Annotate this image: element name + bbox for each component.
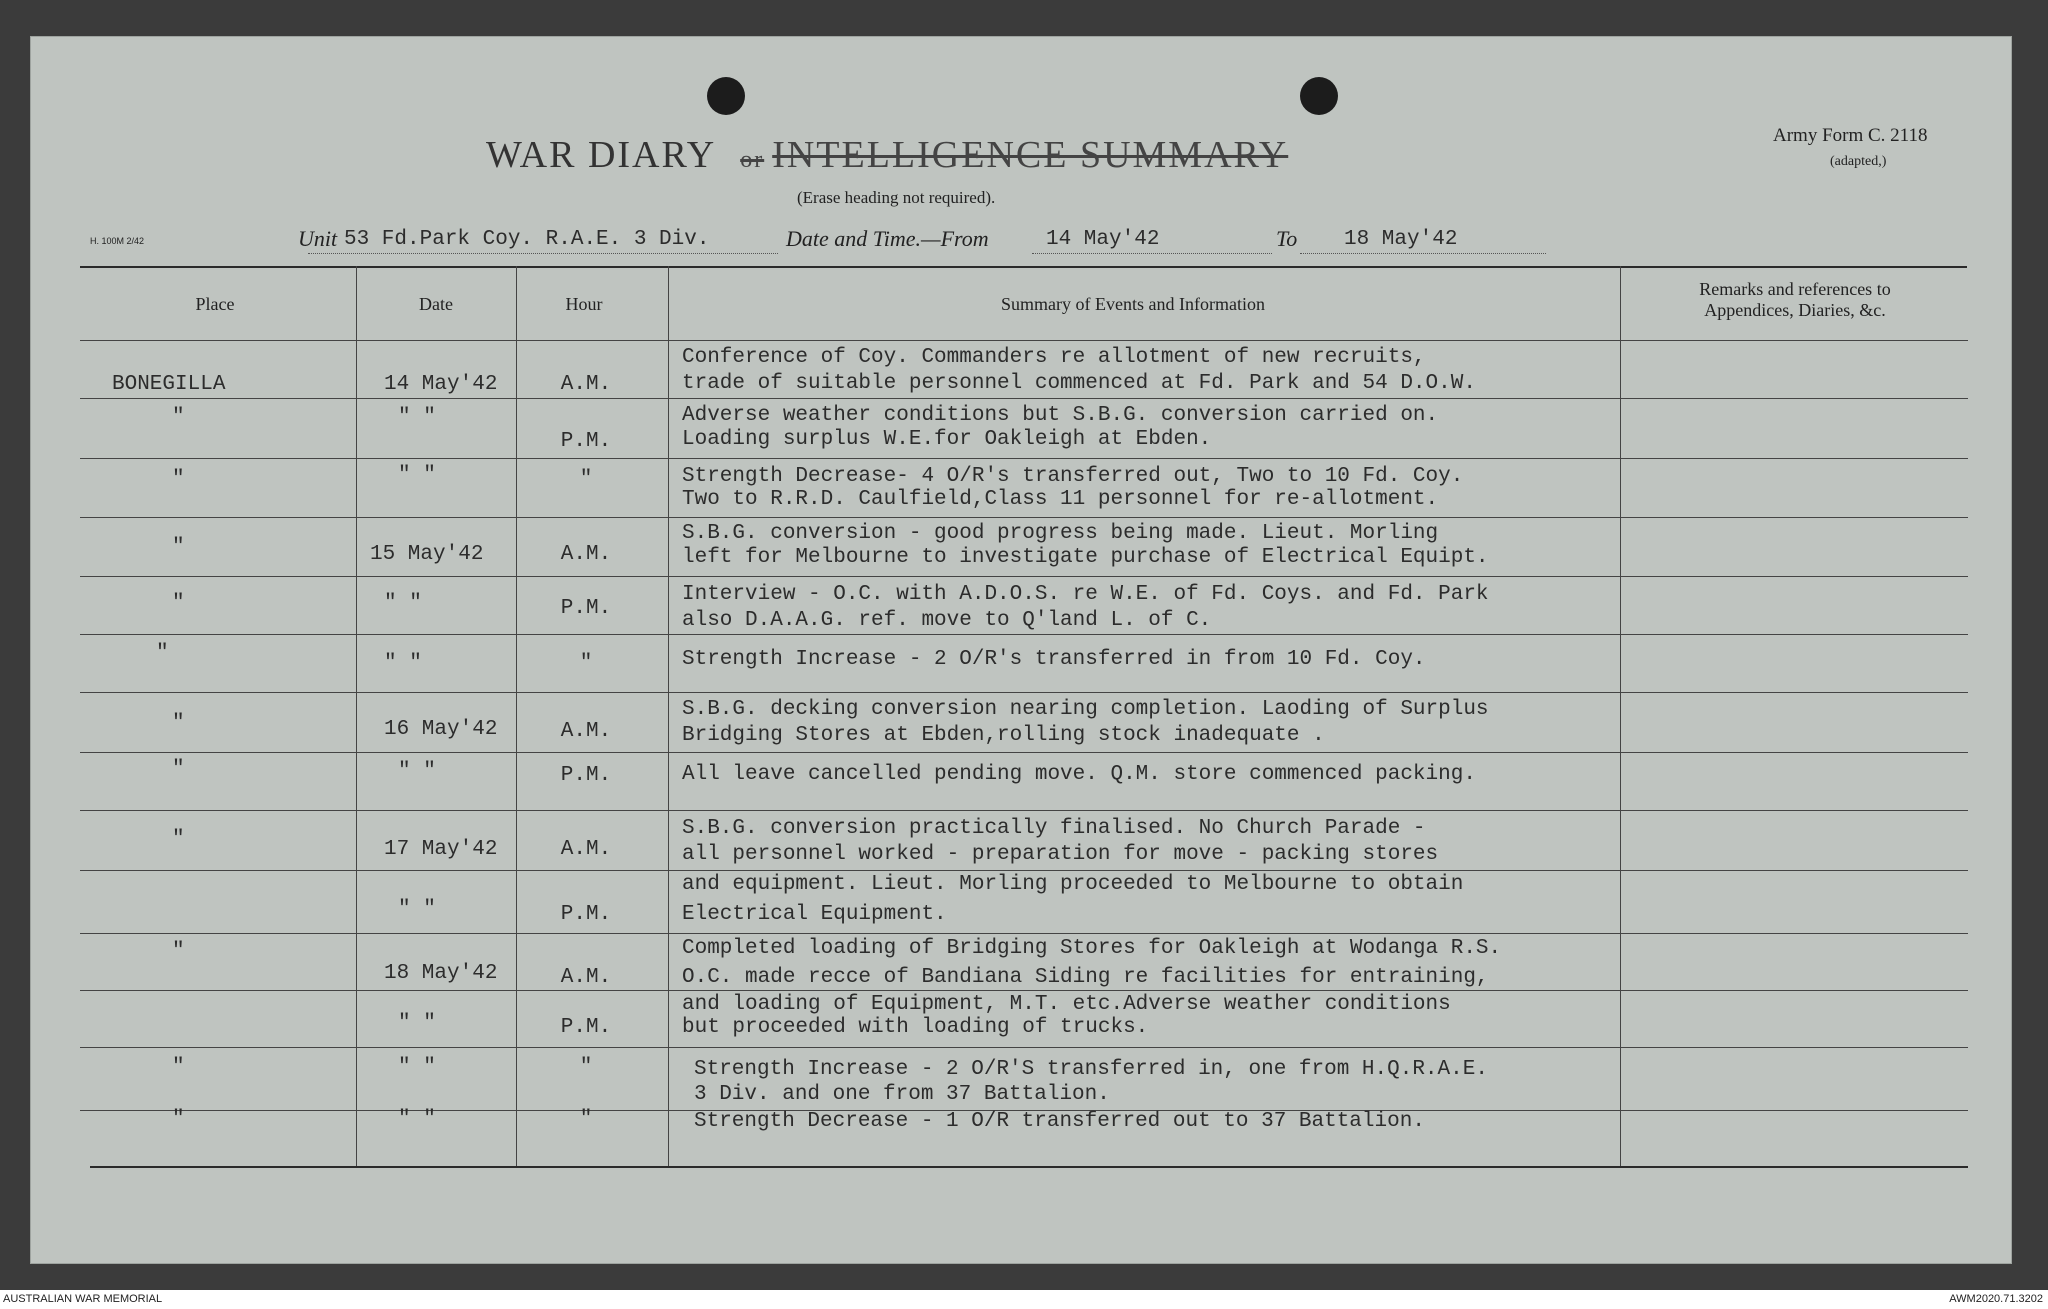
row-hour: P.M. — [560, 1016, 612, 1039]
table-top-rule — [80, 266, 1967, 268]
row-place: " — [172, 758, 185, 781]
row-hour: A.M. — [560, 838, 612, 861]
row-summary-line: Two to R.R.D. Caulfield,Class 11 personnel for re-allotment. — [682, 488, 1439, 511]
print-code: H. 100M 2/42 — [90, 236, 145, 246]
row-hour: " — [579, 468, 593, 491]
archive-name: AUSTRALIAN WAR MEMORIAL — [3, 1293, 163, 1305]
row-rule — [80, 692, 1968, 693]
row-date: " " — [398, 464, 436, 487]
row-hour: A.M. — [560, 543, 612, 566]
row-hour: A.M. — [560, 966, 612, 989]
title-struck: INTELLIGENCE SUMMARY — [772, 134, 1289, 176]
row-place: " — [156, 642, 169, 665]
row-date: " " — [398, 898, 436, 921]
row-rule — [80, 990, 1968, 991]
row-place: " — [172, 1108, 185, 1131]
divider-summary-remarks — [1620, 266, 1621, 1166]
row-summary-line: All leave cancelled pending move. Q.M. store commenced packing. — [682, 763, 1476, 786]
row-summary-line: Strength Decrease- 4 O/R's transferred out, Two to 10 Fd. Coy. — [682, 465, 1464, 488]
row-summary-line: and loading of Equipment, M.T. etc.Adverse weather conditions — [682, 993, 1451, 1016]
row-summary-line: Conference of Coy. Commanders re allotment of new recruits, — [682, 346, 1426, 369]
row-summary-line: S.B.G. conversion practically finalised. No Church Parade - — [682, 817, 1426, 840]
page-title — [486, 133, 1288, 177]
row-rule — [80, 517, 1968, 518]
row-summary-line: also D.A.A.G. ref. move to Q'land L. of C. — [682, 609, 1212, 632]
row-date: " " — [398, 760, 436, 783]
row-rule — [80, 576, 1968, 577]
row-hour: " — [579, 1056, 593, 1079]
unit-label: Unit — [298, 226, 338, 251]
divider-hour-summary — [668, 266, 669, 1166]
row-summary-line: Strength Decrease - 1 O/R transferred out to 37 Battalion. — [694, 1110, 1425, 1133]
column-place: Place — [195, 294, 235, 314]
row-hour: A.M. — [560, 373, 612, 396]
row-summary-line: 3 Div. and one from 37 Battalion. — [694, 1083, 1110, 1106]
row-summary-line: left for Melbourne to investigate purchase of Electrical Equipt. — [682, 546, 1489, 569]
row-date: 18 May'42 — [384, 962, 498, 985]
row-rule — [80, 752, 1968, 753]
column-remarks-line2: Appendices, Diaries, &c. — [1704, 300, 1886, 320]
row-hour: A.M. — [560, 720, 612, 743]
unit-value: 53 Fd.Park Coy. R.A.E. 3 Div. — [344, 228, 710, 251]
row-place: " — [172, 712, 185, 735]
row-place: " — [172, 468, 185, 491]
row-summary-line: Loading surplus W.E.for Oakleigh at Ebden. — [682, 428, 1212, 451]
to-label: To — [1276, 226, 1298, 251]
row-rule — [80, 870, 1968, 871]
row-place: " — [172, 536, 185, 559]
form-number: Army Form C. 2118 — [1773, 125, 1928, 146]
row-rule — [80, 1047, 1968, 1048]
row-place: " — [172, 1056, 185, 1079]
row-hour: " — [579, 652, 593, 675]
row-place: " — [172, 406, 185, 429]
title-or: or — [740, 147, 765, 173]
row-summary-line: Strength Increase - 2 O/R's transferred in from 10 Fd. Coy. — [682, 648, 1426, 671]
archive-caption-bar — [0, 1290, 2048, 1309]
table-bottom-rule — [90, 1166, 1968, 1168]
row-date: " " — [384, 652, 422, 675]
row-summary-line: Adverse weather conditions but S.B.G. conversion carried on. — [682, 404, 1439, 427]
row-rule — [80, 398, 1968, 399]
row-place: " — [172, 592, 185, 615]
row-date: 17 May'42 — [384, 838, 498, 861]
row-summary-line: Completed loading of Bridging Stores for Oakleigh at Wodanga R.S. — [682, 937, 1502, 960]
row-summary-line: but proceeded with loading of trucks. — [682, 1016, 1149, 1039]
column-summary: Summary of Events and Information — [1001, 294, 1265, 314]
divider-date-hour — [516, 266, 517, 1166]
row-date: 15 May'42 — [370, 543, 484, 566]
row-date: " " — [384, 592, 422, 615]
row-summary-line: Strength Increase - 2 O/R'S transferred in, one from H.Q.R.A.E. — [694, 1058, 1488, 1081]
row-date: " " — [398, 1108, 436, 1131]
row-summary-line: and equipment. Lieut. Morling proceeded to Melbourne to obtain — [682, 873, 1464, 896]
date-label: Date and Time.—From — [786, 226, 989, 251]
row-hour: P.M. — [560, 764, 612, 787]
column-hour: Hour — [565, 294, 603, 314]
row-hour: P.M. — [560, 430, 612, 453]
row-summary-line: Interview - O.C. with A.D.O.S. re W.E. of Fd. Coys. and Fd. Park — [682, 583, 1489, 606]
row-hour: P.M. — [560, 597, 612, 620]
row-rule — [80, 634, 1968, 635]
title-kept: WAR DIARY — [486, 134, 717, 176]
punch-hole-right — [1300, 77, 1338, 115]
form-adapted: (adapted,) — [1830, 154, 1887, 169]
row-rule — [80, 933, 1968, 934]
column-remarks-line1: Remarks and references to — [1699, 279, 1891, 299]
row-summary-line: trade of suitable personnel commenced at Fd. Park and 54 D.O.W. — [682, 372, 1476, 395]
to-value: 18 May'42 — [1344, 228, 1458, 251]
row-place: " — [172, 828, 185, 851]
row-date: " " — [398, 406, 436, 429]
row-date: 14 May'42 — [384, 373, 498, 396]
from-value: 14 May'42 — [1046, 228, 1160, 251]
row-summary-line: all personnel worked - preparation for move - packing stores — [682, 843, 1439, 866]
erase-note: (Erase heading not required). — [797, 188, 996, 207]
row-hour: P.M. — [560, 903, 612, 926]
row-summary-line: Electrical Equipment. — [682, 903, 947, 926]
row-place: BONEGILLA — [112, 373, 226, 396]
row-rule — [80, 458, 1968, 459]
divider-place-date — [356, 266, 357, 1166]
row-summary-line: Bridging Stores at Ebden,rolling stock inadequate . — [682, 724, 1325, 747]
column-date: Date — [419, 294, 453, 314]
row-summary-line: S.B.G. decking conversion nearing completion. Laoding of Surplus — [682, 698, 1489, 721]
row-date: " " — [398, 1056, 436, 1079]
row-date: " " — [398, 1012, 436, 1035]
row-date: 16 May'42 — [384, 718, 498, 741]
archive-reference: AWM2020.71.3202 — [1949, 1293, 2043, 1305]
row-summary-line: S.B.G. conversion - good progress being made. Lieut. Morling — [682, 522, 1439, 545]
row-rule — [80, 810, 1968, 811]
row-summary-line: O.C. made recce of Bandiana Siding re facilities for entraining, — [682, 966, 1489, 989]
row-place: " — [172, 940, 185, 963]
row-rule — [80, 340, 1968, 341]
punch-hole-left — [707, 77, 745, 115]
row-hour: " — [579, 1108, 593, 1131]
